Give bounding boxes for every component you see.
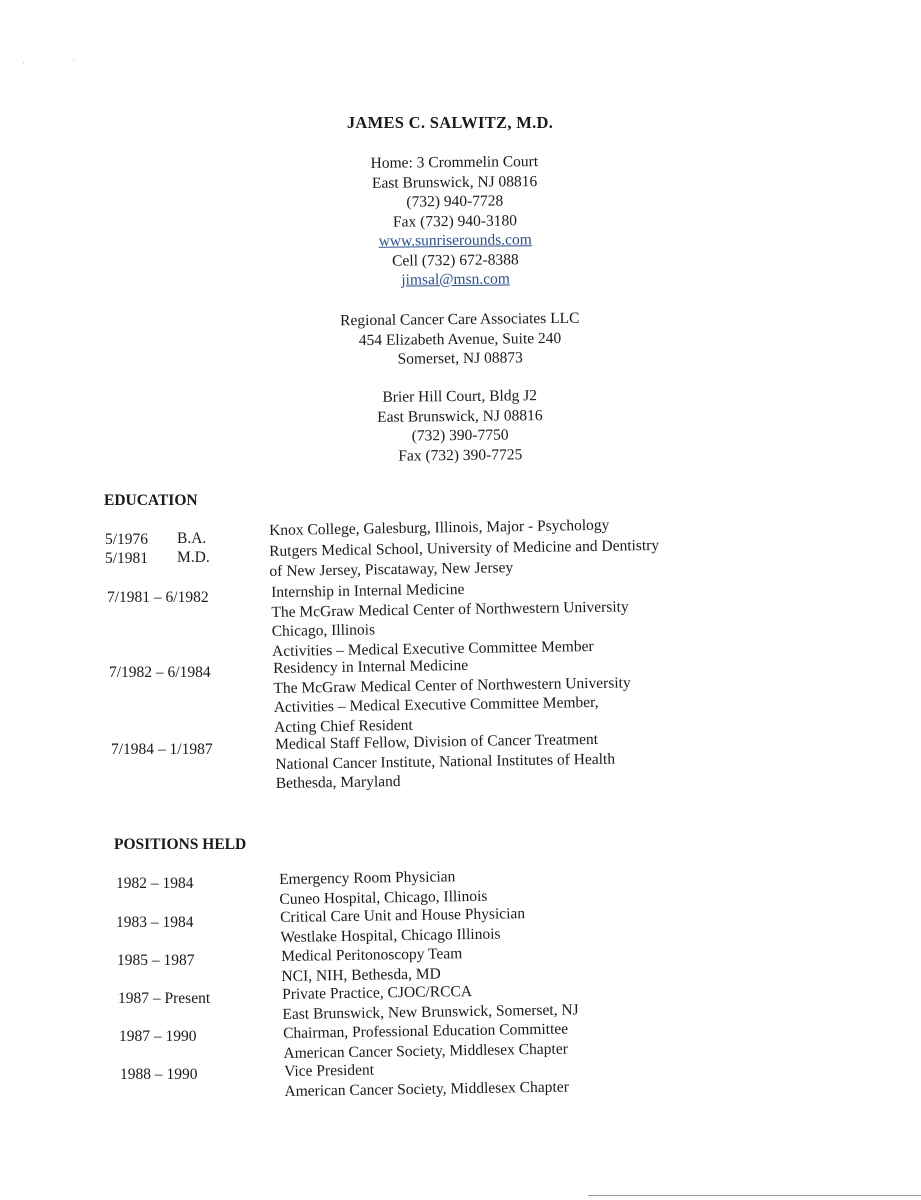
office2-line: East Brunswick, NJ 08816 [377, 406, 543, 426]
scan-speck: · [72, 55, 75, 65]
office2-line: Brier Hill Court, Bldg J2 [382, 387, 538, 406]
entry-line: Westlake Hospital, Chicago Illinois [280, 925, 501, 946]
home-phone-line: (732) 940-7728 [406, 192, 504, 211]
entry-line: Internship in Internal Medicine [271, 580, 465, 601]
entry-line: Vice President [284, 1061, 375, 1080]
entry-line: Chairman, Professional Education Committee [283, 1020, 569, 1042]
entry-description [281, 944, 463, 986]
entry-description [271, 577, 629, 661]
office-address-block-2 [305, 385, 616, 466]
entry-date: 1983 – 1984 [116, 914, 194, 931]
entry-date: 1987 – Present [118, 990, 211, 1007]
office2-line: (732) 390-7750 [411, 426, 509, 445]
entry-line: Medical Peritonoscopy Team [281, 945, 463, 965]
entry-line: NCI, NIH, Bethesda, MD [281, 964, 441, 985]
entry-date: 1985 – 1987 [117, 952, 195, 969]
education-heading: EDUCATION [104, 492, 198, 509]
entry-line: National Cancer Institute, National Institutes of Health [275, 750, 616, 773]
entry-line: Cuneo Hospital, Chicago, Illinois [279, 887, 488, 908]
entry-line: Residency in Internal Medicine [273, 656, 469, 677]
entry-date: 7/1984 – 1/1987 [111, 741, 213, 758]
entry-line: of New Jersey, Piscataway, New Jersey [269, 558, 514, 580]
entry-line: Rutgers Medical School, University of Medicine and Dentistry [269, 536, 660, 560]
entry-line: Knox College, Galesburg, Illinois, Major - Psychology [269, 516, 610, 539]
website-link[interactable]: www.sunriserounds.com [378, 231, 532, 250]
entry-line: Medical Staff Fellow, Division of Cancer Treatment [275, 730, 599, 753]
positions-heading: POSITIONS HELD [114, 836, 247, 853]
entry-description [282, 980, 579, 1024]
office1-line: 454 Elizabeth Avenue, Suite 240 [358, 329, 562, 349]
entry-line: Private Practice, CJOC/RCCA [282, 983, 473, 1003]
home-contact-block [299, 151, 610, 291]
entry-line: American Cancer Society, Middlesex Chapter [284, 1078, 569, 1100]
email-link[interactable]: jimsal@msn.com [401, 270, 510, 289]
entry-description [273, 653, 631, 737]
entry-line: Emergency Room Physician [279, 868, 456, 888]
entry-date: 5/1976 [105, 531, 149, 548]
page-title: JAMES C. SALWITZ, M.D. [346, 113, 554, 132]
cell-phone-line: Cell (732) 672-8388 [392, 250, 519, 270]
office2-line: Fax (732) 390-7725 [398, 445, 523, 465]
entry-line: Acting Chief Resident [273, 716, 413, 736]
home-address-line: Home: 3 Crommelin Court [370, 153, 539, 172]
scan-speck: · [22, 58, 25, 68]
entry-date: 7/1982 – 6/1984 [109, 664, 211, 681]
entry-date: 1988 – 1990 [120, 1066, 198, 1083]
entry-date: 1987 – 1990 [119, 1028, 197, 1045]
entry-degree: M.D. [177, 549, 210, 566]
entry-line: Bethesda, Maryland [275, 773, 401, 792]
entry-date: 7/1981 – 6/1982 [107, 589, 209, 606]
home-city-line: East Brunswick, NJ 08816 [371, 172, 538, 192]
entry-line: American Cancer Society, Middlesex Chapter [283, 1040, 568, 1062]
entry-line: Activities – Medical Executive Committee Member, [273, 693, 599, 716]
entry-description [284, 1058, 569, 1101]
entry-line: East Brunswick, New Brunswick, Somerset, NJ [282, 1000, 579, 1023]
office-address-block-1 [305, 308, 616, 370]
entry-degree: B.A. [177, 530, 207, 547]
entry-line: Critical Care Unit and House Physician [280, 905, 526, 926]
home-fax-line: Fax (732) 940-3180 [392, 211, 518, 231]
office1-line: Regional Cancer Care Associates LLC [340, 309, 580, 330]
entry-line: Chicago, Illinois [271, 621, 376, 640]
entry-description [275, 730, 616, 794]
entry-date: 1982 – 1984 [116, 875, 194, 892]
entry-description [279, 867, 488, 909]
entry-description [269, 536, 660, 581]
entry-description [283, 1020, 569, 1063]
entry-line: The McGraw Medical Center of Northwestern University [271, 597, 629, 621]
entry-line: Activities – Medical Executive Committee Member [271, 637, 594, 660]
office1-line: Somerset, NJ 08873 [397, 349, 523, 368]
entry-date: 5/1981 [105, 550, 149, 567]
entry-line: The McGraw Medical Center of Northwestern University [273, 673, 631, 697]
entry-description [280, 904, 526, 947]
scan-edge-line [588, 1195, 921, 1196]
